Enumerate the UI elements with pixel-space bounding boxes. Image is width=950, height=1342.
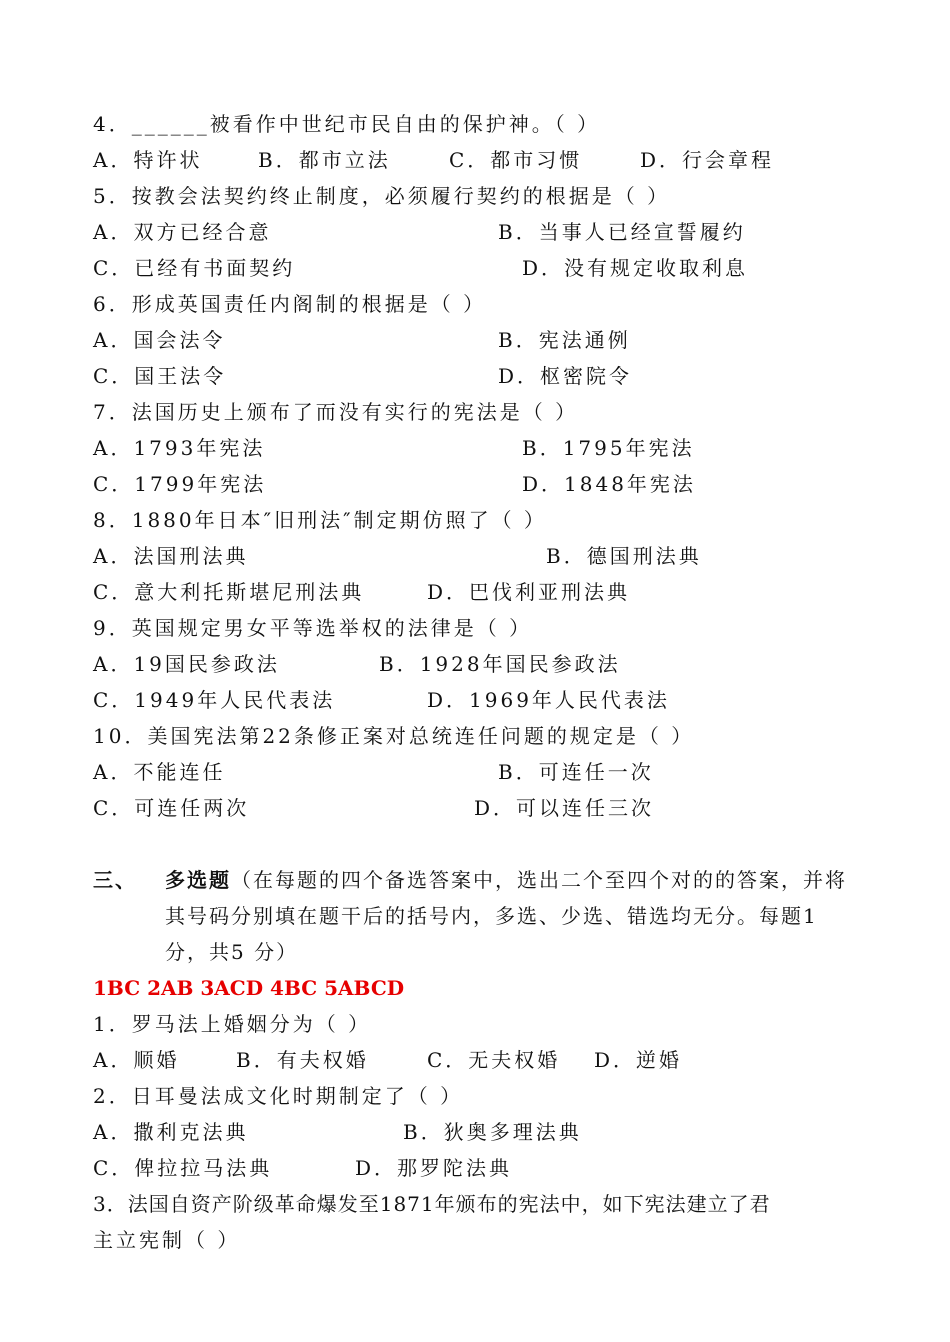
options-row [93, 214, 893, 250]
question-stem-continued: 主立宪制（ ） [93, 1228, 241, 1252]
option: B．可连任一次 [498, 760, 654, 784]
options-row [93, 754, 893, 790]
option: C．1799年宪法 [93, 472, 267, 496]
option: C．可连任两次 [93, 796, 250, 820]
option: C．1949年人民代表法 [93, 688, 336, 712]
section-title: 多选题 [165, 868, 231, 892]
option: D．那罗陀法典 [355, 1156, 513, 1180]
option: D．巴伐利亚刑法典 [427, 580, 631, 604]
question-stem: 1．罗马法上婚姻分为（ ） [93, 1012, 372, 1036]
section-heading [165, 862, 865, 970]
option: C．国王法令 [93, 364, 227, 388]
option: B．1795年宪法 [522, 436, 695, 460]
answer-key: 1BC 2AB 3ACD 4BC 5ABCD [93, 976, 405, 1000]
option: C．意大利托斯堪尼刑法典 [93, 580, 365, 604]
option: B．当事人已经宣誓履约 [498, 220, 746, 244]
question-stem: 9．英国规定男女平等选举权的法律是（ ） [93, 616, 533, 640]
option: D．可以连任三次 [474, 796, 655, 820]
option: C．已经有书面契约 [93, 256, 296, 280]
option: D．行会章程 [640, 148, 775, 172]
options-row [93, 142, 893, 178]
question-stem: 7．法国历史上颁布了而没有实行的宪法是（ ） [93, 400, 579, 424]
option: D．1969年人民代表法 [427, 688, 670, 712]
options-row [93, 358, 893, 394]
section-instructions: （在每题的四个备选答案中，选出二个至四个对的的答案，并将其号码分别填在题干后的括号内，多选、少选、错选均无分。每题1 分，共5 分） [165, 868, 847, 964]
option: A．双方已经合意 [93, 220, 272, 244]
question-stem: 4．______被看作中世纪市民自由的保护神。（ ） [93, 112, 601, 136]
options-row [93, 682, 893, 718]
option: D．逆婚 [594, 1048, 683, 1072]
option: B．有夫权婚 [236, 1048, 369, 1072]
question-stem: 6．形成英国责任内阁制的根据是（ ） [93, 292, 487, 316]
option: D．枢密院令 [498, 364, 633, 388]
option: B．宪法通例 [498, 328, 631, 352]
options-row [93, 430, 893, 466]
option: A．特许状 [93, 148, 203, 172]
option: D．没有规定收取利息 [522, 256, 749, 280]
option: A．法国刑法典 [93, 544, 249, 568]
option: C．无夫权婚 [427, 1048, 561, 1072]
option: A．不能连任 [93, 760, 226, 784]
option: D．1848年宪法 [522, 472, 696, 496]
options-row [93, 322, 893, 358]
question-stem: 8．1880年日本″旧刑法″制定期仿照了（ ） [93, 508, 547, 532]
option: A．19国民参政法 [93, 652, 280, 676]
options-row [93, 790, 893, 826]
options-row [93, 1150, 893, 1186]
question-stem: 5．按教会法契约终止制度，必须履行契约的根据是（ ） [93, 184, 671, 208]
option: A．撒利克法典 [93, 1120, 249, 1144]
option: C．俾拉拉马法典 [93, 1156, 273, 1180]
option: B．1928年国民参政法 [379, 652, 621, 676]
options-row [93, 466, 893, 502]
question-stem: 10．美国宪法第22条修正案对总统连任问题的规定是（ ） [93, 724, 695, 748]
options-row [93, 646, 893, 682]
options-row [93, 250, 893, 286]
options-row [93, 538, 893, 574]
option: B．都市立法 [258, 148, 391, 172]
section-number: 三、 [93, 868, 137, 892]
options-row [93, 1114, 893, 1150]
question-stem: 2．日耳曼法成文化时期制定了（ ） [93, 1084, 464, 1108]
question-stem: 3．法国自资产阶级革命爆发至1871年颁布的宪法中，如下宪法建立了君 [93, 1192, 771, 1216]
option: A．顺婚 [93, 1048, 180, 1072]
option: C．都市习惯 [449, 148, 583, 172]
options-row [93, 1042, 893, 1078]
option: A．国会法令 [93, 328, 226, 352]
option: B．狄奥多理法典 [403, 1120, 582, 1144]
options-row [93, 574, 893, 610]
option: A．1793年宪法 [93, 436, 266, 460]
option: B．德国刑法典 [546, 544, 702, 568]
